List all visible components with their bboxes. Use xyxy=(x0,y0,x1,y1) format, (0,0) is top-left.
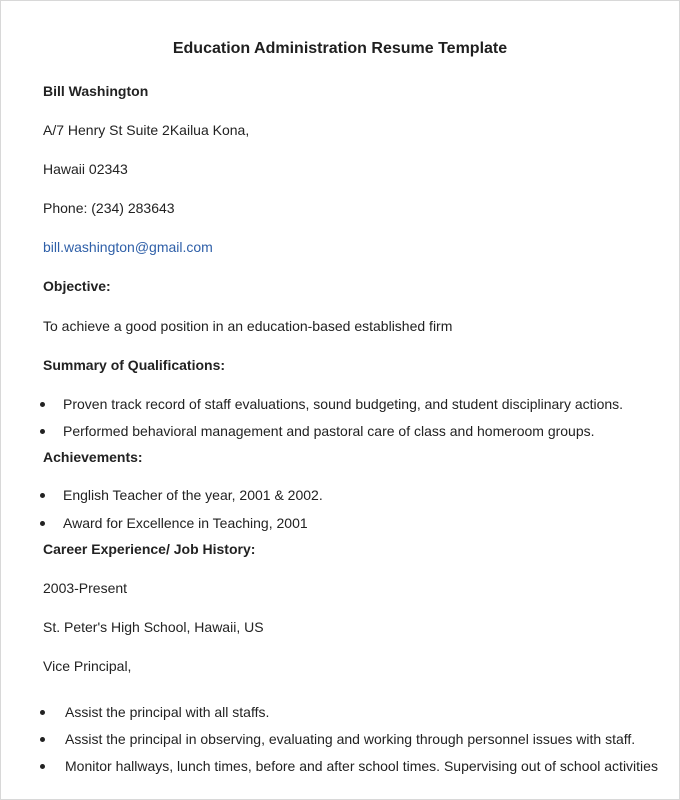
objective-text: To achieve a good position in an education-based established firm xyxy=(43,318,453,334)
objective-heading: Objective: xyxy=(43,278,111,294)
bullet-icon xyxy=(40,429,45,434)
career-employer: St. Peter's High School, Hawaii, US xyxy=(43,619,264,635)
duty-item: Assist the principal in observing, evaluating and working through personnel issues with staff. xyxy=(65,731,636,747)
achievement-item: Award for Excellence in Teaching, 2001 xyxy=(63,515,308,531)
bullet-icon xyxy=(40,737,45,742)
career-period: 2003-Present xyxy=(43,580,128,596)
bullet-icon xyxy=(40,764,45,769)
achievement-item: English Teacher of the year, 2001 & 2002. xyxy=(63,487,323,503)
bullet-icon xyxy=(40,710,45,715)
career-heading: Career Experience/ Job History: xyxy=(43,541,256,557)
duty-item: Assist the principal with all staffs. xyxy=(65,704,270,720)
duty-item: Monitor hallways, lunch times, before and after school times. Supervising out of school activities xyxy=(65,758,658,774)
address-line-1: A/7 Henry St Suite 2Kailua Kona, xyxy=(43,122,250,138)
achievements-heading: Achievements: xyxy=(43,449,143,465)
summary-item: Proven track record of staff evaluations, sound budgeting, and student disciplinary actions. xyxy=(63,396,624,412)
email-link[interactable]: bill.washington@gmail.com xyxy=(43,239,213,255)
summary-heading: Summary of Qualifications: xyxy=(43,357,226,373)
bullet-icon xyxy=(40,521,45,526)
career-role: Vice Principal, xyxy=(43,658,132,674)
applicant-name: Bill Washington xyxy=(43,83,149,99)
summary-item: Performed behavioral management and pastoral care of class and homeroom groups. xyxy=(63,423,595,439)
document-title: Education Administration Resume Template xyxy=(172,40,508,57)
address-line-2: Hawaii 02343 xyxy=(43,161,128,177)
bullet-icon xyxy=(40,493,45,498)
phone-number: Phone: (234) 283643 xyxy=(43,200,175,216)
bullet-icon xyxy=(40,402,45,407)
